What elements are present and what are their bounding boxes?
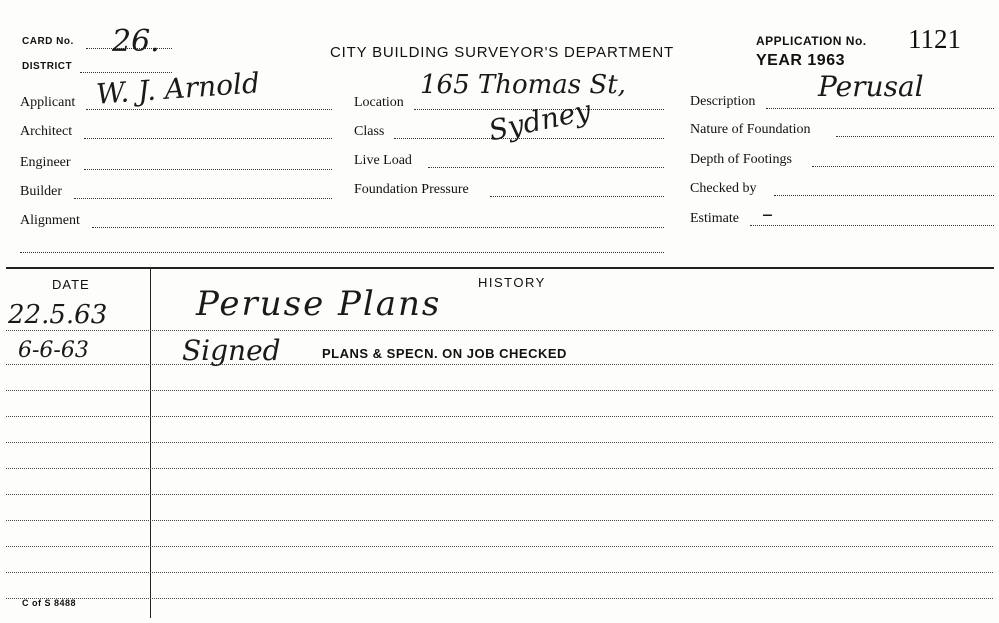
history-header: HISTORY: [478, 275, 546, 290]
history-stamp-2: PLANS & SPECN. ON JOB CHECKED: [322, 346, 567, 361]
history-text-2: Signed: [182, 334, 281, 367]
application-no: 1121: [908, 24, 961, 54]
foundation-pressure-line: [490, 196, 664, 197]
alignment-line: [92, 227, 664, 228]
application-label: APPLICATION No.: [756, 34, 867, 48]
engineer-line: [84, 169, 332, 170]
architect-label: Architect: [20, 124, 73, 139]
history-date-1: 22.5.63: [8, 300, 108, 330]
location-value: 165 Thomas St,: [420, 70, 626, 100]
engineer-label: Engineer: [20, 155, 71, 170]
nature-foundation-line: [836, 136, 994, 137]
column-divider: [150, 269, 151, 618]
description-label: Description: [690, 94, 756, 109]
nature-foundation-label: Nature of Foundation: [690, 122, 811, 137]
card-no-value: 26.: [112, 24, 160, 59]
depth-footings-line: [812, 166, 994, 167]
checked-by-line: [774, 195, 994, 196]
section-divider: [6, 267, 994, 269]
card-no-label: CARD No.: [22, 36, 74, 47]
alignment-label: Alignment: [20, 213, 80, 228]
architect-line: [84, 138, 332, 139]
year-label: YEAR 1963: [756, 52, 845, 69]
date-header: DATE: [52, 277, 90, 292]
applicant-line: [86, 109, 332, 110]
class-label: Class: [354, 124, 385, 139]
description-value: Perusal: [818, 70, 924, 103]
live-load-line: [428, 167, 664, 168]
location-label: Location: [354, 95, 404, 110]
checked-by-label: Checked by: [690, 181, 757, 196]
department-title: CITY BUILDING SURVEYOR'S DEPARTMENT: [330, 44, 674, 61]
applicant-label: Applicant: [20, 95, 76, 110]
form-code: C of S 8488: [22, 598, 77, 608]
estimate-label: Estimate: [690, 211, 739, 226]
depth-footings-label: Depth of Footings: [690, 152, 792, 167]
estimate-value: –: [762, 202, 773, 227]
blank-line: [20, 252, 664, 253]
district-label: DISTRICT: [22, 61, 73, 72]
history-text-1: Peruse Plans: [196, 284, 442, 324]
estimate-line: [750, 225, 994, 226]
applicant-value: W. J. Arnold: [95, 66, 261, 111]
location-value-2: Sydney: [485, 93, 594, 148]
builder-line: [74, 198, 332, 199]
description-line: [766, 108, 994, 109]
live-load-label: Live Load: [354, 153, 412, 168]
foundation-pressure-label: Foundation Pressure: [354, 182, 469, 197]
history-date-2: 6-6-63: [18, 338, 89, 363]
builder-label: Builder: [20, 184, 62, 199]
